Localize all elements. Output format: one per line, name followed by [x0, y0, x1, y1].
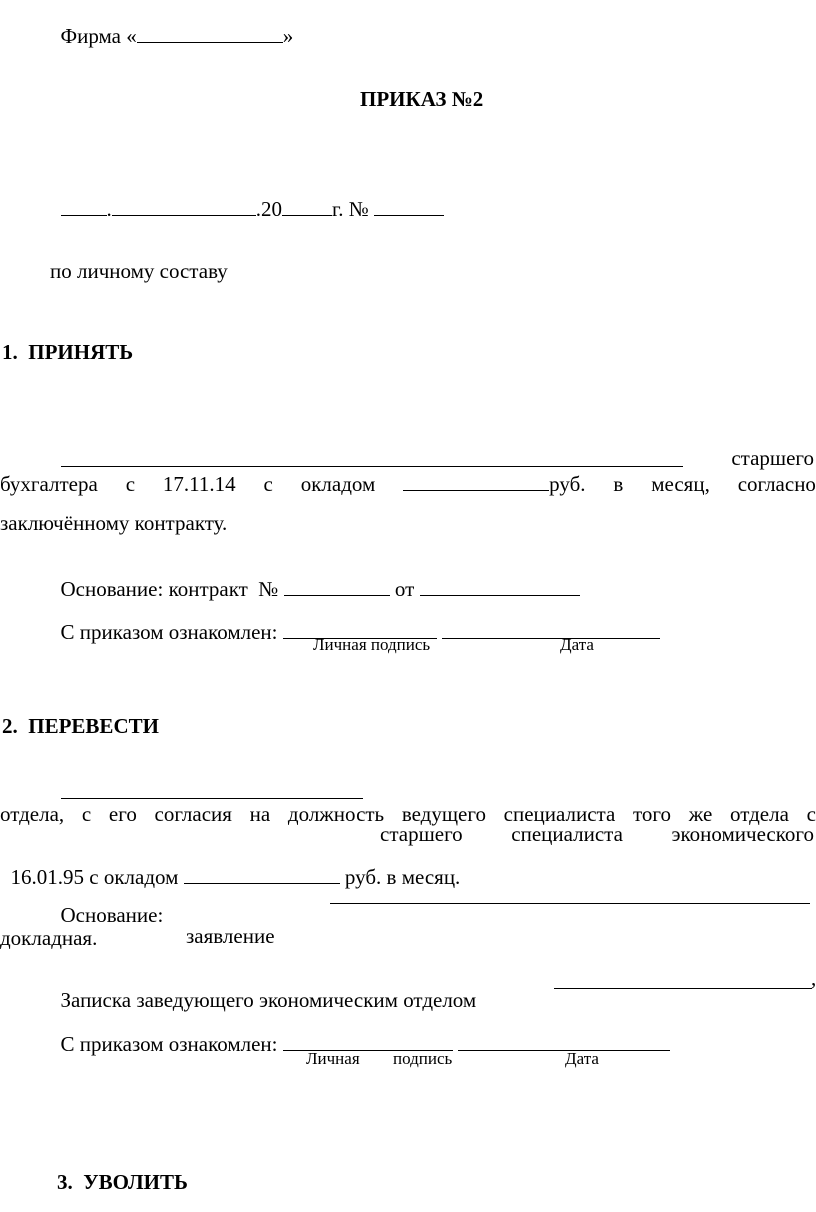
s2-w: ведущего	[401, 802, 486, 826]
s2-memo-blank	[554, 970, 812, 989]
s1-salary-blank	[403, 472, 549, 491]
order-subject: по личному составу	[50, 259, 228, 283]
s2-salary-blank	[184, 865, 340, 884]
s2-memo-label: Записка заведующего экономическим отделом	[60, 988, 477, 1012]
firm-suffix: »	[282, 24, 294, 48]
s1-text-line3: заключённому контракту.	[0, 511, 228, 535]
s2-w: на	[249, 802, 271, 826]
s2-line3-suffix: руб. в месяц.	[344, 865, 461, 889]
s1-w: окладом	[300, 472, 376, 496]
s1-employee-blank	[61, 448, 683, 467]
s2-w: отдела	[729, 802, 789, 826]
s2-basis-comma: ,	[811, 966, 816, 990]
firm-line	[50, 3, 293, 47]
s2-text-line3	[0, 844, 460, 888]
firm-name-blank	[137, 24, 283, 43]
section2-heading: 2. ПЕРЕВЕСТИ	[2, 714, 159, 738]
month-blank	[112, 197, 256, 216]
s2-w: того	[633, 802, 672, 826]
s1-date-caption: Дата	[560, 635, 594, 654]
s1-w: согласно	[737, 472, 816, 496]
s2-w: же	[688, 802, 713, 826]
s1-contract-date-blank	[420, 577, 580, 596]
s1-w: руб.	[549, 472, 586, 496]
s2-text-line5: докладная.	[0, 926, 98, 950]
s1-w: 17.11.14	[162, 472, 236, 496]
s1-salary-group	[403, 472, 585, 497]
s2-text-line2	[0, 802, 816, 827]
s2-application-blank	[330, 885, 810, 904]
s2-line3-prefix: 16.01.95 с окладом	[10, 865, 179, 889]
date-g-no: г. №	[332, 197, 369, 221]
date-year: .20	[255, 197, 282, 221]
s1-basis-line	[50, 556, 580, 600]
s1-contract-no-blank	[284, 577, 390, 596]
s2-w: согласия	[154, 802, 232, 826]
s2-w: отдела,	[0, 802, 65, 826]
s1-ack-label: С приказом ознакомлен:	[60, 620, 278, 644]
s1-basis-label: Основание: контракт №	[60, 577, 279, 601]
s1-name-line	[50, 427, 816, 471]
s2-w: должность	[287, 802, 385, 826]
s1-text-line2	[0, 472, 816, 497]
order-date-line	[50, 176, 444, 220]
year-blank	[282, 197, 332, 216]
s2-date-caption: Дата	[565, 1049, 599, 1068]
s2-ack-label: С приказом ознакомлен:	[60, 1032, 278, 1056]
s2-w: специалиста	[503, 802, 616, 826]
firm-prefix: Фирма «	[60, 24, 137, 48]
s2-sig-caption-1: Личная	[306, 1049, 360, 1068]
s2-w: старшего	[380, 822, 463, 846]
date-dot: .	[106, 197, 112, 221]
s1-w: бухгалтера	[0, 472, 98, 496]
section1-heading: 1. ПРИНЯТЬ	[2, 340, 134, 364]
s2-employee-blank	[61, 780, 363, 799]
s1-w: с	[263, 472, 273, 496]
s2-w: с	[81, 802, 92, 826]
s1-sig-caption: Личная подпись	[313, 635, 431, 654]
day-blank	[61, 197, 107, 216]
s1-date-blank	[442, 620, 660, 639]
s2-basis-label: Основание:	[60, 903, 164, 927]
s2-sig-caption-2: подпись	[393, 1049, 453, 1068]
number-blank	[374, 197, 444, 216]
s1-position-word: старшего	[731, 446, 814, 470]
s2-w: специалиста	[511, 822, 623, 846]
s2-w: его	[108, 802, 137, 826]
s2-w: с	[806, 802, 816, 826]
s2-line1-words	[380, 824, 814, 845]
s1-basis-from: от	[394, 577, 415, 601]
s1-w: месяц,	[651, 472, 710, 496]
s2-w: экономического	[671, 822, 814, 846]
order-title: ПРИКАЗ №2	[360, 87, 484, 111]
s2-basis-word: заявление	[186, 924, 275, 948]
s1-w: в	[613, 472, 624, 496]
section3-heading: 3. УВОЛИТЬ	[57, 1170, 188, 1194]
s1-w: с	[125, 472, 136, 496]
